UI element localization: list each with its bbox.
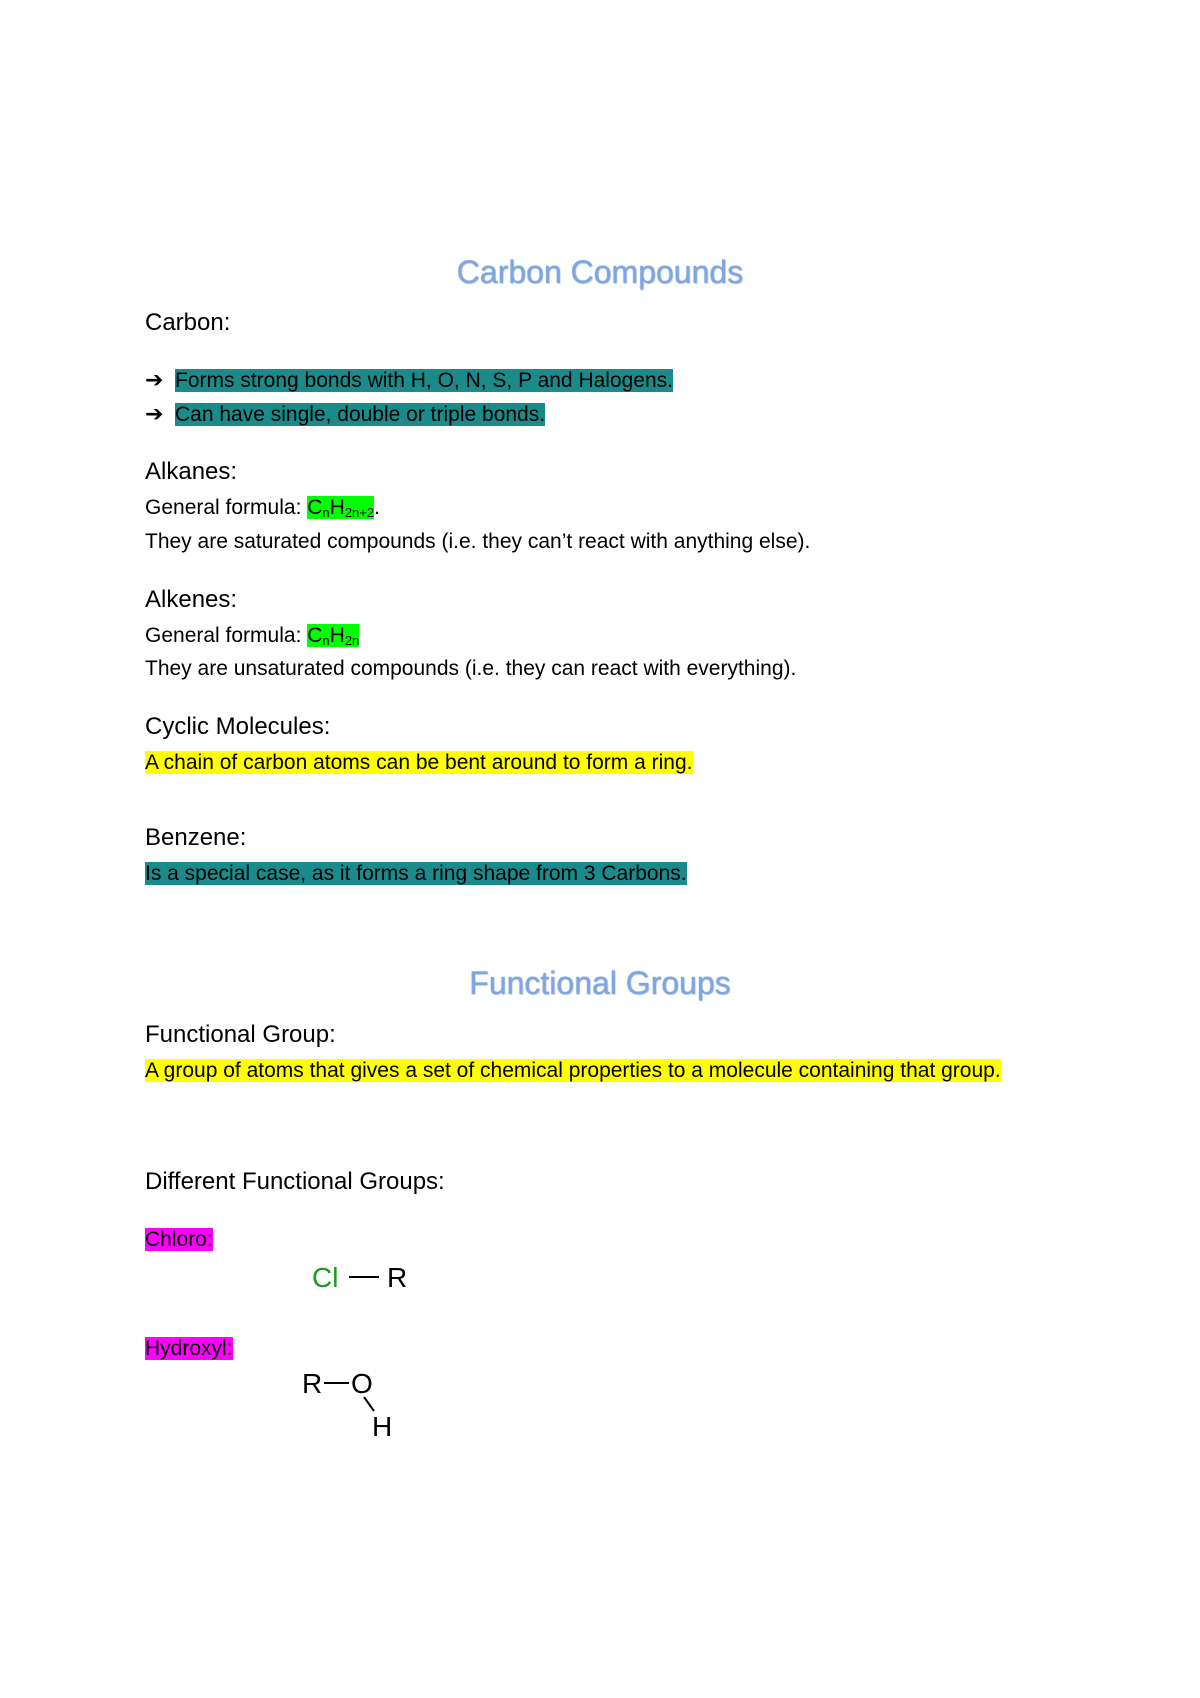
alkenes-formula-line	[145, 623, 359, 649]
formula-h: H	[329, 496, 345, 519]
heading-alkenes: Alkenes:	[145, 586, 238, 613]
hydroxyl-molecule	[295, 1355, 425, 1445]
bullet-item	[145, 401, 545, 428]
cyclic-text	[145, 750, 693, 776]
hydroxyl-label	[145, 1336, 233, 1362]
benzene-text	[145, 861, 687, 887]
heading-alkanes: Alkanes:	[145, 458, 238, 485]
definition-highlight: A group of atoms that gives a set of chemical properties to a molecule containing that group.	[145, 1059, 1001, 1082]
o-h-bond	[364, 1397, 374, 1411]
cyclic-highlight: A chain of carbon atoms can be bent around to form a ring.	[145, 751, 693, 774]
hydroxyl-atom-r: R	[302, 1368, 323, 1399]
alkenes-note: They are unsaturated compounds (i.e. they can react with everything).	[145, 657, 797, 680]
heading-carbon: Carbon:	[145, 309, 231, 336]
alkenes-formula	[307, 624, 359, 647]
chloro-atom-cl: Cl	[312, 1262, 339, 1293]
formula-h: H	[329, 624, 345, 647]
formula-end: .	[374, 496, 380, 519]
formula-label: General formula:	[145, 496, 308, 519]
hydroxyl-highlight: Hydroxyl:	[145, 1337, 233, 1360]
alkanes-formula	[307, 496, 374, 519]
formula-c: C	[307, 496, 323, 519]
bullet-text: Forms strong bonds with H, O, N, S, P and Halogens.	[175, 369, 674, 392]
right-arrow-icon: ➔	[145, 401, 164, 426]
functional-group-definition	[145, 1058, 1001, 1084]
heading-cyclic-molecules: Cyclic Molecules:	[145, 713, 331, 740]
formula-c-sub: n	[322, 505, 330, 520]
benzene-highlight: Is a special case, as it forms a ring shape from 3 Carbons.	[145, 862, 687, 885]
formula-c: C	[307, 624, 323, 647]
heading-different-functional-groups: Different Functional Groups:	[145, 1168, 445, 1195]
formula-h-sub: 2n+2	[344, 505, 375, 520]
hydroxyl-atom-o: O	[351, 1368, 373, 1399]
formula-c-sub: n	[322, 633, 330, 648]
bullet-item	[145, 367, 673, 394]
formula-h-sub: 2n	[344, 633, 360, 648]
hydroxyl-atom-h: H	[372, 1411, 393, 1442]
alkanes-formula-line	[145, 495, 380, 521]
heading-benzene: Benzene:	[145, 824, 247, 851]
bullet-text: Can have single, double or triple bonds.	[175, 403, 546, 426]
right-arrow-icon: ➔	[145, 367, 164, 392]
title-carbon-compounds: Carbon Compounds	[456, 254, 744, 290]
chloro-highlight: Chloro:	[145, 1228, 213, 1251]
title-functional-groups: Functional Groups	[469, 965, 731, 1001]
chloro-atom-r: R	[387, 1262, 408, 1293]
heading-functional-group: Functional Group:	[145, 1021, 336, 1048]
formula-label: General formula:	[145, 624, 308, 647]
chloro-molecule	[300, 1250, 430, 1300]
alkanes-note: They are saturated compounds (i.e. they can’t react with anything else).	[145, 530, 811, 553]
chloro-label	[145, 1227, 213, 1253]
